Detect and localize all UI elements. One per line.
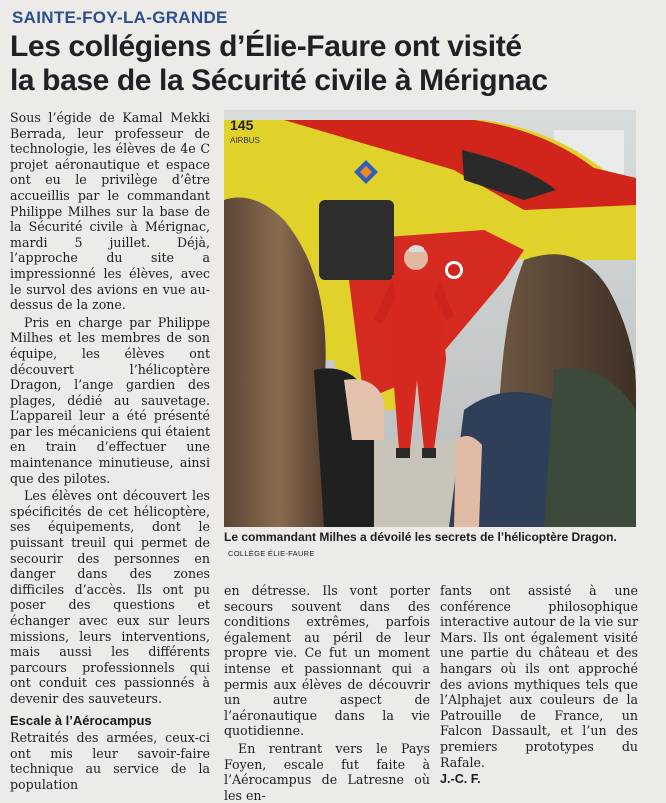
article-column-1 [10,110,210,793]
paragraph: fants ont assisté à une conférence philosophique interactive autour de la vie sur Mars. Ils ont également visité une partie du château et des hangars où ils ont approché des avions mythiques tels que l’Alphajet aux couleurs de la Patrouille de France, un Falcon Dassault, et l’un des premiers prototypes du Rafale. [440,583,638,770]
paragraph: En rentrant vers le Pays Foyen, escale fut faite à l’Aérocampus de Latresne où les en- [224,740,430,803]
headline-line-1: Les collégiens d’Élie-Faure ont visité [10,30,522,63]
helicopter-photo-illustration [224,110,636,527]
article-column-3 [440,583,638,788]
section-kicker: SAINTE-FOY-LA-GRANDE [12,8,228,27]
caption-text: Le commandant Milhes a dévoilé les secrets de l’hélicoptère Dragon. [224,530,617,544]
headline-line-2: la base de la Sécurité civile à Mérignac [10,64,548,97]
paragraph: Retraités des armées, ceux-ci ont mis leur savoir-faire technique au service de la population [10,730,210,792]
tail-text: AIRBUS [230,136,260,145]
article-column-2 [224,583,430,803]
tail-number: 145 [230,117,254,133]
author-signature: J.-C. F. [440,772,481,787]
article-headline [10,30,650,98]
paragraph: Sous l’égide de Kamal Mekki Berrada, leur professeur de technologie, les élèves de 4e C projet aéronautique et espace ont eu le privilège d’être accueillis par le commandant Philippe Milhes sur la base de la Sécurité civile à Mérignac, mardi 5 juillet. Déjà, l’approche du site a impressionné les élèves, avec le survol des avions en vue au-dessus de la zone. [10,110,210,313]
photo-caption [224,530,636,561]
paragraph: en détresse. Ils vont porter secours souvent dans des conditions extrêmes, parfois également au péril de leur propre vie. Ce fut un moment intense et passionnant qui a permis aux élèves de découvrir un autre aspect de l’aéronautique dans la vie quotidienne. [224,583,430,739]
photo-credit: COLLÈGE ÉLIE-FAURE [228,549,315,558]
article-photo [224,110,636,527]
article-subheading: Escale à l’Aérocampus [10,712,152,728]
paragraph: Les élèves ont découvert les spécificités de cet hélicoptère, ses équipements, dont le puissant treuil qui permet de secourir des personnes en danger dans des zones difficiles d’accès. Ils ont pu poser des questions et échanger avec eux sur leurs missions, leurs interventions, mais aussi les différents parcours professionnels qui ont conduit ces passionnés à devenir des sauveteurs. [10,488,210,706]
paragraph: Pris en charge par Philippe Milhes et les membres de son équipe, les élèves ont découvert l’hélicoptère Dragon, l’ange gardien des plages, dédié au sauvetage. L’appareil leur a été présenté par les mécaniciens qui étaient en train d’effectuer une maintenance minutieuse, ainsi que des pilotes. [10,314,210,486]
